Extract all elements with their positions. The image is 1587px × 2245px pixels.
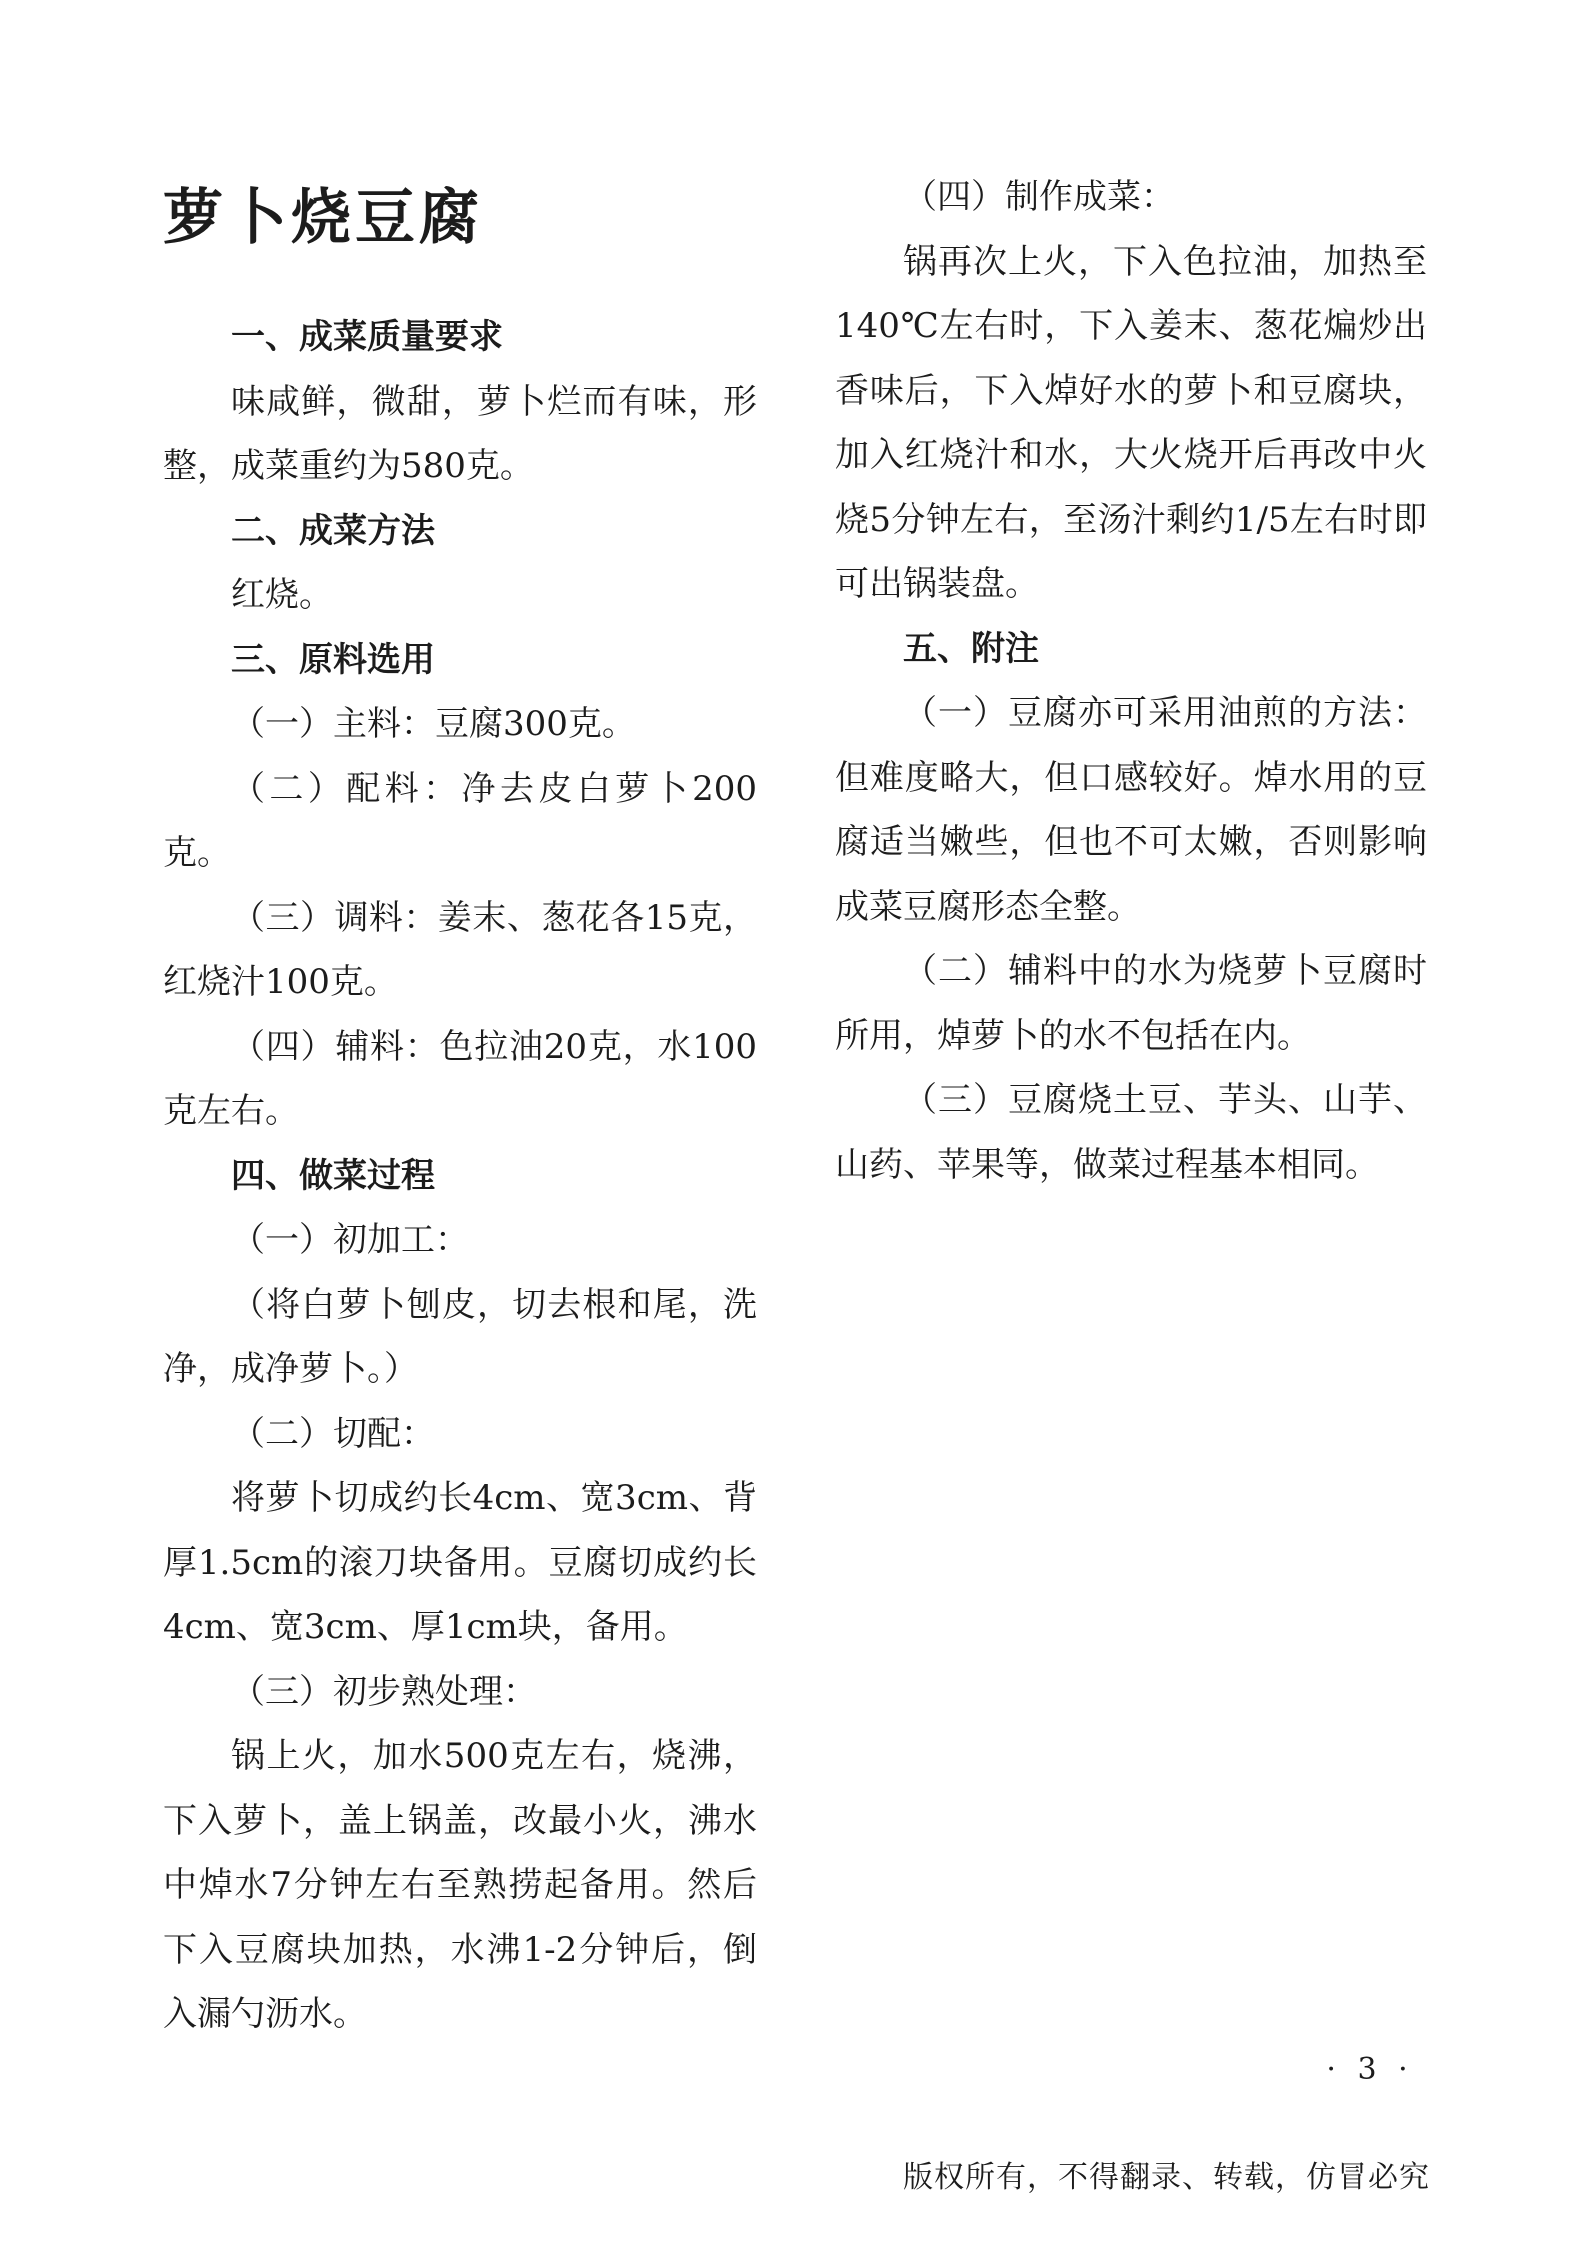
body-paragraph: （二）配料：净去皮白萝卜200克。 [163,768,757,873]
copyright-notice: 版权所有，不得翻录、转载，仿冒必究 [903,2160,1430,2195]
body-paragraph: （四）辅料：色拉油20克，水100克左右。 [163,1026,757,1131]
body-paragraph: （三）初步熟处理： [231,1671,537,1712]
body-paragraph: （四）制作成菜： [903,177,1175,217]
left-column [163,165,757,2047]
page-title: 萝卜烧豆腐 [163,183,483,253]
body-paragraph: 味咸鲜，微甜，萝卜烂而有味，形整，成菜重约为580克。 [163,381,757,486]
body-paragraph: （二）辅料中的水为烧萝卜豆腐时所用，焯萝卜的水不包括在内。 [835,951,1427,1056]
body-paragraph: 锅上火，加水500克左右，烧沸，下入萝卜，盖上锅盖，改最小火，沸水中焯水7分钟左右至熟捞起备用。然后下入豆腐块加热，水沸1-2分钟后，倒入漏勺沥水。 [163,1736,757,2034]
right-column [835,165,1427,1197]
body-paragraph: 将萝卜切成约长4cm、宽3cm、背厚1.5cm的滚刀块备用。豆腐切成约长4cm、宽3cm、厚1cm块，备用。 [163,1478,757,1647]
section-heading: 三、原料选用 [231,639,435,680]
body-paragraph: （三）豆腐烧土豆、芋头、山芋、山药、苹果等，做菜过程基本相同。 [835,1080,1427,1185]
left-column-body [163,305,757,2047]
body-paragraph: （三）调料：姜末、葱花各15克，红烧汁100克。 [163,897,757,1002]
section-heading: 四、做菜过程 [231,1155,435,1196]
section-heading: 一、成菜质量要求 [231,317,503,357]
body-paragraph: （一）豆腐亦可采用油煎的方法：但难度略大，但口感较好。焯水用的豆腐适当嫩些，但也不可太嫩，否则影响成菜豆腐形态全整。 [835,693,1427,927]
section-heading: 五、附注 [903,628,1039,669]
body-paragraph: （一）初加工： [231,1220,469,1260]
body-paragraph: （将白萝卜刨皮，切去根和尾，洗净，成净萝卜。） [163,1284,757,1389]
section-heading: 二、成菜方法 [231,510,435,551]
body-paragraph: （一）主料：豆腐300克。 [231,704,636,744]
right-column-body [835,165,1427,1197]
body-paragraph: 红烧。 [231,575,333,615]
page-number: · 3 · [1326,2052,1414,2087]
body-paragraph: （二）切配： [231,1413,435,1454]
body-paragraph: 锅再次上火，下入色拉油，加热至140℃左右时，下入姜末、葱花煸炒出香味后，下入焯好水的萝卜和豆腐块，加入红烧汁和水，大火烧开后再改中火烧5分钟左右，至汤汁剩约1/5左右时即可出锅装盘。 [835,241,1427,604]
